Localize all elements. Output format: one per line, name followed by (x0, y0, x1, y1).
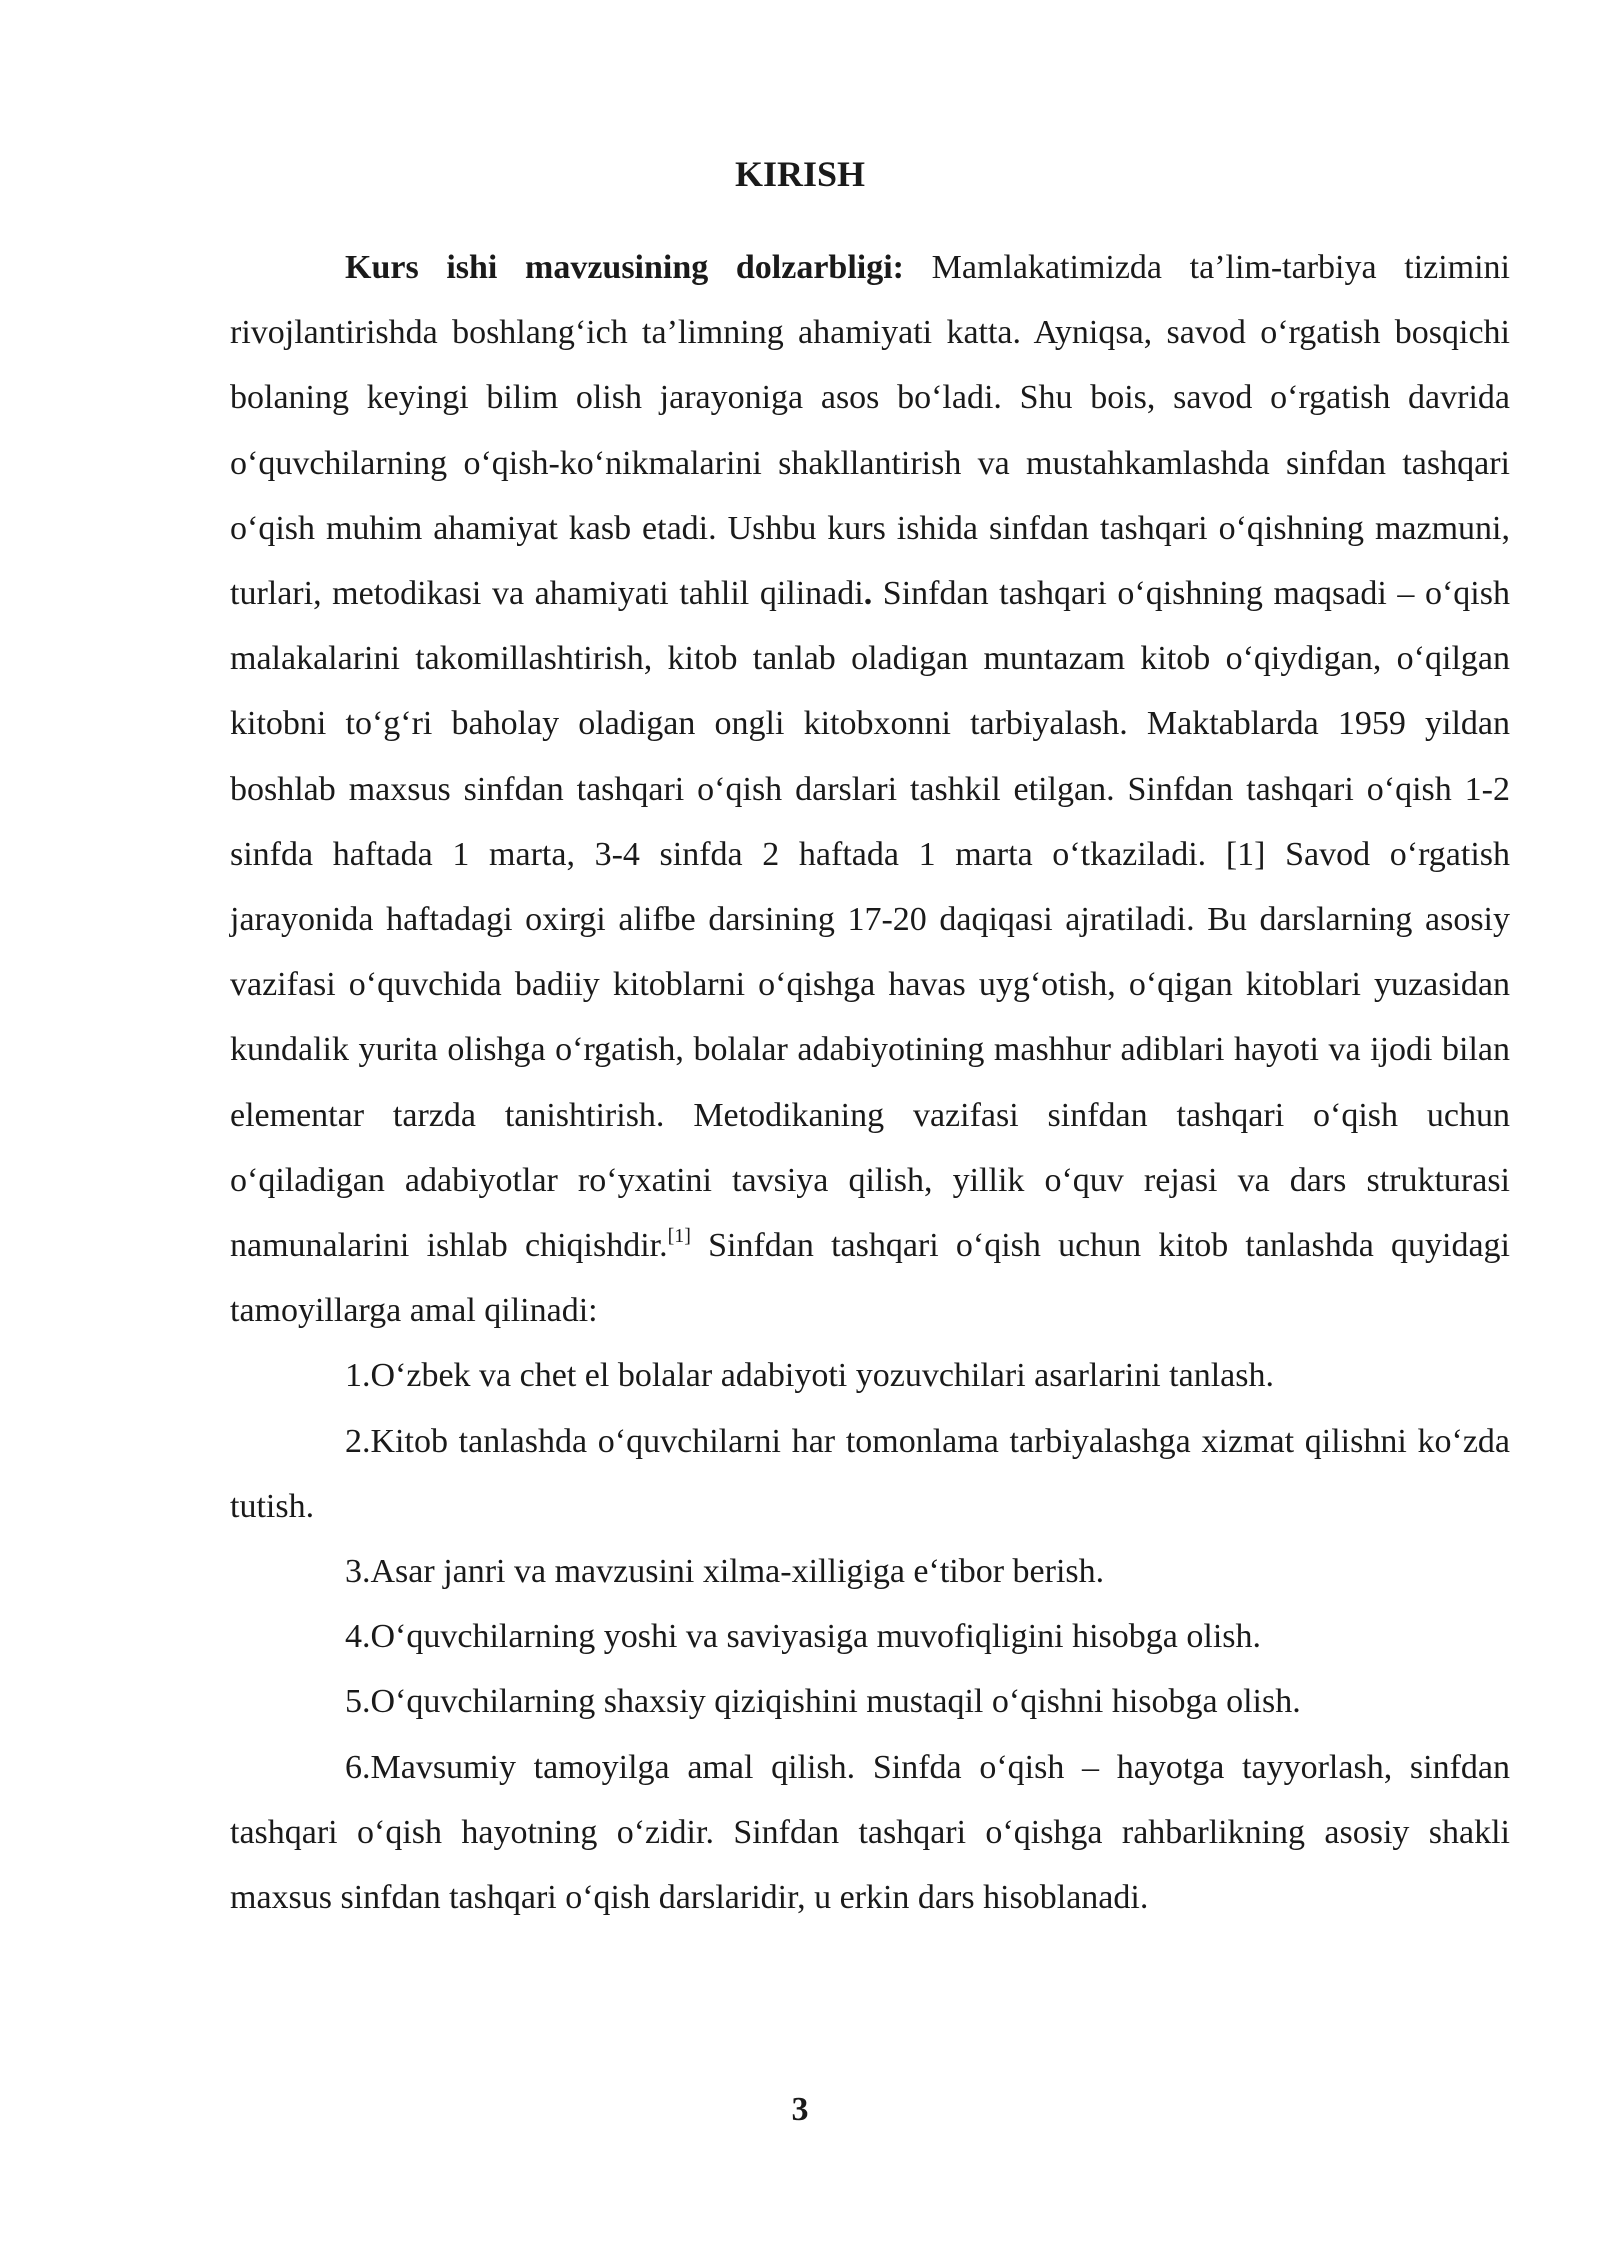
intro-text-a: Mamlakatimizda ta’lim-tarbiya tizimini rivojlantirishda boshlang‘ich ta’limning ahamiyati katta. Ayniqsa, savod o‘rgatish bosqichi bolaning keyingi bilim olish jarayoniga asos bo‘ladi. Shu bois, savod o‘rgatish davrida o‘quvchilarning o‘qish-ko‘nikmalarini shakllantirish va mustahkamlashda sinfdan tashqari o‘qish muhim ahamiyat kasb etadi. Ushbu kurs ishida sinfdan tashqari o‘qishning mazmuni, turlari, metodikasi va ahamiyati tahlil qilinadi (230, 249, 1510, 613)
footnote-ref: [1] (667, 1225, 691, 1248)
principle-item: 5.O‘quvchilarning shaxsiy qiziqishini mustaqil o‘qishni hisobga olish. (345, 1683, 1301, 1721)
principle-item: 3.Asar janri va mavzusini xilma-xilligiga e‘tibor berish. (345, 1553, 1105, 1591)
intro-text-b: Sinfdan tashqari o‘qishning maqsadi – o‘qish malakalarini takomillashtirish, kitob tanlab oladigan muntazam kitob o‘qiydigan, o‘qilgan kitobni to‘g‘ri baholay oladigan ongli kitobxonni tarbiyalash. Maktablarda 1959 yildan boshlab maxsus sinfdan tashqari o‘qish darslari tashkil etilgan. Sinfdan tashqari o‘qish 1-2 sinfda haftada 1 marta, 3-4 sinfda 2 haftada 1 marta o‘tkaziladi. [1] Savod o‘rgatish jarayonida haftadagi oxirgi alifbe darsining 17-20 daqiqasi ajratiladi. Bu darslarning asosiy vazifasi o‘quvchida badiiy kitoblarni o‘qishga havas uyg‘otish, o‘qigan kitoblari yuzasidan kundalik yurita olishga o‘rgatish, bolalar adabiyotining mashhur adiblari hayoti va ijodi bilan elementar tarzda tanishtirish. Metodikaning vazifasi sinfdan tashqari o‘qish uchun o‘qiladigan adabiyotlar ro‘yxatini tavsiya qilish, yillik o‘quv rejasi va dars strukturasi namunalarini ishlab chiqishdir. (230, 575, 1510, 1265)
principle-item: 6.Mavsumiy tamoyilga amal qilish. Sinfda o‘qish – hayotga tayyorlash, sinfdan tashqari o‘qish hayotning o‘zidir. Sinfdan tashqari o‘qishga rahbarlikning asosiy shakli maxsus sinfdan tashqari o‘qish darslaridir, u erkin dars hisoblanadi. (230, 1748, 1510, 1917)
intro-bold-dot: . (863, 575, 873, 613)
page-number: 3 (791, 2091, 809, 2128)
body-text (230, 235, 1510, 1930)
principle-item: 1.O‘zbek va chet el bolalar adabiyoti yozuvchilari asarlarini tanlash. (345, 1357, 1274, 1395)
section-title: KIRISH (734, 154, 866, 194)
intro-lead: Kurs ishi mavzusining dolzarbligi: (345, 249, 905, 286)
intro-text-c: Sinfdan tashqari o‘qish uchun kitob tanlashda quyidagi tamoyillarga amal qilinadi: (230, 1227, 1511, 1330)
intro-paragraph (230, 235, 1510, 1343)
principle-item: 4.O‘quvchilarning yoshi va saviyasiga muvofiqligini hisobga olish. (345, 1618, 1262, 1656)
principle-item: 2.Kitob tanlashda o‘quvchilarni har tomonlama tarbiyalashga xizmat qilishni ko‘zda tutish. (230, 1422, 1510, 1525)
